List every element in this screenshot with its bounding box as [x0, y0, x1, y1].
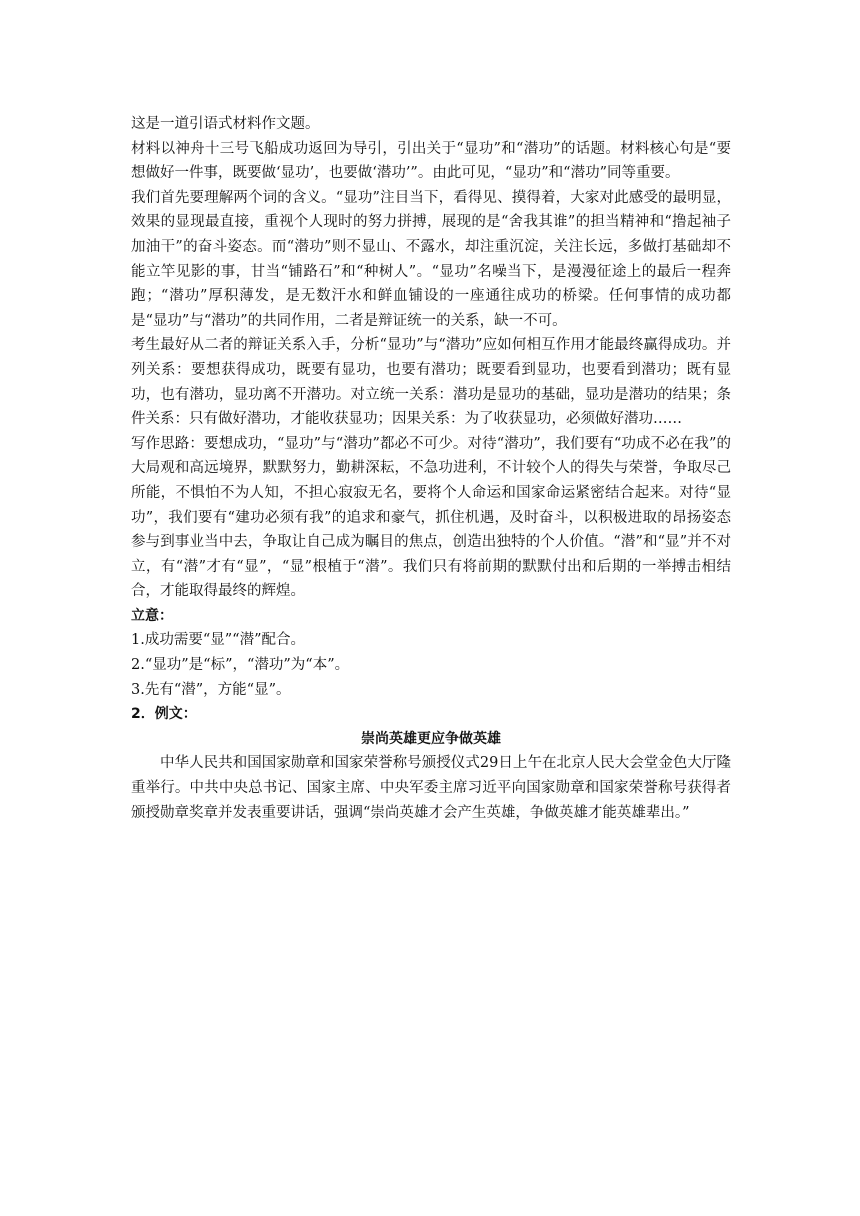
paragraph-writing-idea: 写作思路：要想成功，“显功”与“潜功”都必不可少。对待“潜功”，我们要有“功成不必在我”的大局观和高远境界，默默努力，勤耕深耘，不急功进利，不计较个人的得失与荣誉，争取尽己所能，不惧怕不为人知，不担心寂寂无名，要将个人命运和国家命运紧密结合起来。对待“显功”，我们要有“建功必须有我”的追求和豪气，抓住机遇，及时奋斗，以积极进取的昂扬姿态参与到事业当中去，争取让自己成为瞩目的焦点，创造出独特的个人价值。“潜”和“显”并不对立，有“潜”才有“显”，“显”根植于“潜”。我们只有将前期的默默付出和后期的一举搏击相结合，才能取得最终的辉煌。	[131, 435, 731, 600]
document-content	[131, 112, 731, 825]
liyi-heading: 立意：	[131, 607, 173, 624]
paragraph-intro: 这是一道引语式材料作文题。	[131, 116, 320, 132]
essay-paragraph: 中华人民共和国国家勋章和国家荣誉称号颁授仪式29日上午在北京人民大会堂金色大厅隆重举行。中共中央总书记、国家主席、中央军委主席习近平向国家勋章和国家荣誉称号获得者颁授勋章奖章并发表重要讲话，强调“崇尚英雄才会产生英雄，争做英雄才能英雄辈出。”	[131, 755, 731, 821]
paragraph-relations: 考生最好从二者的辩证关系入手，分析“显功”与“潜功”应如何相互作用才能最终赢得成功。并列关系：要想获得成功，既要有显功，也要有潜功；既要看到显功，也要看到潜功；既有显功，也有潜功，显功离不开潜功。对立统一关系：潜功是显功的基础，显功是潜功的结果；条件关系：只有做好潜功，才能收获显功；因果关系：为了收获显功，必须做好潜功……	[131, 337, 731, 428]
liyi-item-1: 1.成功需要“显”“潜”配合。	[131, 632, 305, 649]
paragraph-material: 材料以神舟十三号飞船成功返回为导引，引出关于“显功”和“潜功”的话题。材料核心句是“要想做好一件事，既要做‘显功’，也要做‘潜功’”。由此可见，“显功”和“潜功”同等重要。	[131, 140, 731, 182]
liyi-item-2: 2.“显功”是“标”，“潜功”为“本”。	[131, 657, 350, 674]
paragraph-meaning: 我们首先要理解两个词的含义。“显功”注目当下，看得见、摸得着，大家对此感受的最明显，效果的显现最直接，重视个人现时的努力拼搏，展现的是“舍我其谁”的担当精神和“撸起袖子加油干”的奋斗姿态。而“潜功”则不显山、不露水，却注重沉淀，关注长远，多做打基础却不能立竿见影的事，甘当“铺路石”和“种树人”。“显功”名噪当下，是漫漫征途上的最后一程奔跑；“潜功”厚积薄发，是无数汗水和鲜血铺设的一座通往成功的桥梁。任何事情的成功都是“显功”与“潜功”的共同作用，二者是辩证统一的关系，缺一不可。	[131, 189, 731, 329]
liyi-item-3: 3.先有“潜”，方能“显”。	[131, 681, 291, 698]
essay-title: 崇尚英雄更应争做英雄	[361, 730, 501, 747]
example-heading: 2．例文：	[131, 706, 197, 723]
